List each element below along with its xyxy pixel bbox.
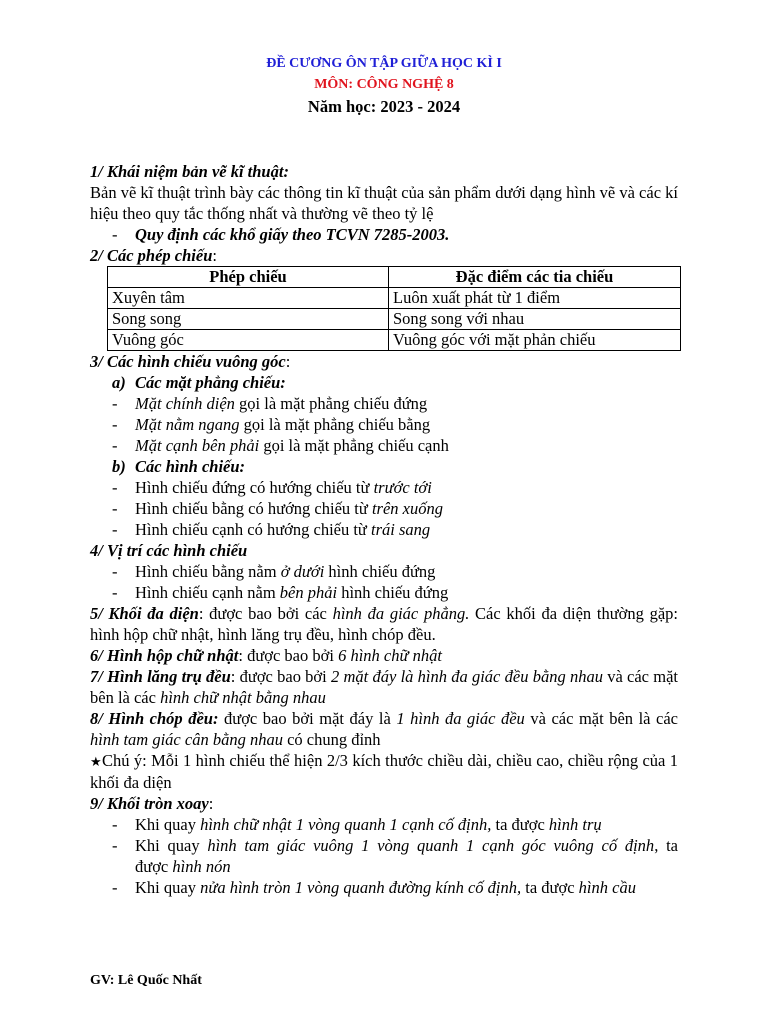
school-year: Năm học: 2023 - 2024: [307, 97, 461, 116]
item-text: gọi là mặt phẳng chiếu bằng: [239, 415, 431, 434]
item-text: gọi là mặt phẳng chiếu cạnh: [259, 436, 449, 455]
section-9-heading: 9/ Khối tròn xoay: [90, 794, 209, 813]
section-3-heading-line: [90, 351, 678, 372]
section-7-heading: 7/ Hình lăng trụ đều: [90, 667, 231, 686]
emphasis: Mặt cạnh bên phải: [135, 436, 260, 455]
note: [90, 750, 678, 793]
section-7: [90, 666, 678, 708]
section-5-heading: 5/ Khối đa diện: [90, 604, 199, 623]
section-text: và các mặt bên là các: [524, 709, 678, 728]
heading-colon: :: [285, 352, 291, 371]
section-text: được bao bởi mặt đáy là: [218, 709, 397, 728]
table-row: [108, 288, 681, 309]
heading-colon: :: [212, 246, 217, 265]
emphasis: trước tới: [373, 478, 432, 497]
emphasis: hình cầu: [578, 878, 636, 897]
dash-marker: -: [112, 436, 118, 455]
dash-marker: -: [112, 225, 118, 244]
emphasis: trên xuống: [371, 499, 443, 518]
section-2-heading: 2/ Các phép chiếu: [90, 246, 213, 265]
item-text: Hình chiếu cạnh nằm: [135, 583, 280, 602]
table-cell: Xuyên tâm: [108, 288, 389, 309]
table-cell: Luôn xuất phát từ 1 điểm: [389, 288, 681, 309]
emphasis: 1 hình đa giác đều: [396, 709, 525, 728]
dash-marker: -: [112, 520, 118, 539]
dash-marker: -: [112, 878, 118, 897]
dash-marker: -: [112, 499, 118, 518]
section-2-heading-line: [90, 245, 678, 266]
section-text: : được bao bởi: [238, 646, 339, 665]
emphasis: Mặt chính diện: [135, 394, 235, 413]
teacher-name: GV: Lê Quốc Nhất: [90, 973, 202, 988]
emphasis: hình chữ nhật bằng nhau: [160, 688, 326, 707]
subsection-a: [90, 372, 678, 393]
list-item: [90, 877, 678, 898]
star-icon: ★: [90, 754, 102, 769]
table-header-cell: Phép chiếu: [108, 267, 389, 288]
dash-marker: -: [112, 478, 118, 497]
section-9-heading-line: [90, 793, 678, 814]
heading-colon: :: [208, 794, 214, 813]
list-marker: b): [112, 457, 126, 476]
list-item: [90, 393, 678, 414]
table-cell: Song song: [108, 309, 389, 330]
subject-title: MÔN: CÔNG NGHỆ 8: [314, 77, 454, 92]
item-text: Khi quay: [135, 878, 201, 897]
emphasis: hình đa giác phẳng.: [332, 604, 470, 623]
section-text: có chung đỉnh: [282, 730, 381, 749]
subsection-b-title: Các hình chiếu:: [135, 457, 246, 476]
item-text: Khi quay: [135, 836, 208, 855]
table-header-row: [108, 267, 681, 288]
dash-marker: -: [112, 583, 118, 602]
section-text: Các khối đa diện thường gặp: hình hộp chữ nhật, hình lăng trụ đều, hình chóp đều.: [90, 604, 678, 644]
item-text: Hình chiếu bằng có hướng chiếu từ: [135, 499, 372, 518]
item-text: ta được: [491, 815, 549, 834]
section-1-heading: 1/ Khái niệm bản vẽ kĩ thuật:: [90, 162, 289, 181]
item-text: gọi là mặt phẳng chiếu đứng: [234, 394, 428, 413]
list-item: [90, 519, 678, 540]
item-text: Hình chiếu bằng nằm: [135, 562, 281, 581]
subsection-a-title: Các mặt phẳng chiếu:: [135, 373, 286, 392]
table-cell: Vuông góc với mặt phản chiếu: [389, 330, 681, 351]
paper-size-rule: Quy định các khổ giấy theo TCVN 7285-2003.: [135, 225, 450, 244]
emphasis: hình tam giác cân bằng nhau: [90, 730, 283, 749]
emphasis: ở dưới: [280, 562, 325, 581]
list-item: [90, 414, 678, 435]
section-text: và các mặt bên là các: [90, 667, 678, 707]
dash-marker: -: [112, 394, 118, 413]
emphasis: hình chữ nhật 1 vòng quanh 1 cạnh cố định,: [200, 815, 492, 834]
section-5: [90, 603, 678, 645]
section-6-heading: 6/ Hình hộp chữ nhật: [90, 646, 239, 665]
list-item: [90, 477, 678, 498]
list-item: [90, 814, 678, 835]
document-title: ĐỀ CƯƠNG ÔN TẬP GIỮA HỌC KÌ I: [266, 56, 502, 71]
item-text: được: [135, 857, 173, 876]
item-text: Khi quay: [135, 815, 201, 834]
section-1-body: Bản vẽ kĩ thuật trình bày các thông tin kĩ thuật của sản phẩm dưới dạng hình vẽ và các kí hiệu theo quy tắc thống nhất và thường vẽ theo tỷ lệ: [90, 183, 678, 223]
projection-table: [107, 266, 681, 351]
list-marker: a): [112, 373, 126, 392]
section-4-heading: 4/ Vị trí các hình chiếu: [90, 541, 248, 560]
section-6: [90, 645, 678, 666]
section-3-heading: 3/ Các hình chiếu vuông góc: [90, 352, 286, 371]
emphasis: hình nón: [172, 857, 231, 876]
emphasis: hình trụ: [548, 815, 602, 834]
dash-marker: -: [112, 415, 118, 434]
item-text: hình chiếu đứng: [337, 583, 449, 602]
list-item: [90, 561, 678, 582]
list-item: [90, 435, 678, 456]
table-row: [108, 330, 681, 351]
emphasis: hình tam giác vuông 1 vòng quanh 1 cạnh góc vuông cố định: [207, 836, 655, 855]
table-row: [108, 309, 681, 330]
emphasis: Mặt nằm ngang: [135, 415, 240, 434]
emphasis: bên phải: [279, 583, 338, 602]
section-text: : được bao bởi các: [198, 604, 333, 623]
section-8: [90, 708, 678, 750]
table-cell: Song song với nhau: [389, 309, 681, 330]
document-body: [90, 161, 678, 898]
table-cell: Vuông góc: [108, 330, 389, 351]
dash-marker: -: [112, 836, 118, 855]
item-text: Hình chiếu cạnh có hướng chiếu từ: [135, 520, 372, 539]
section-8-heading: 8/ Hình chóp đều:: [90, 709, 219, 728]
table-header-cell: Đặc điểm các tia chiếu: [389, 267, 681, 288]
list-item: [90, 498, 678, 519]
emphasis: nửa hình tròn 1 vòng quanh đường kính cố định,: [200, 878, 522, 897]
list-item-continuation: [90, 856, 678, 877]
section-text: : được bao bởi: [230, 667, 331, 686]
item-text: Hình chiếu đứng có hướng chiếu từ: [135, 478, 374, 497]
emphasis: 6 hình chữ nhật: [338, 646, 442, 665]
dash-marker: -: [112, 562, 118, 581]
item-text: , ta: [654, 836, 678, 855]
list-item: [90, 582, 678, 603]
dash-marker: -: [112, 815, 118, 834]
emphasis: 2 mặt đáy là hình đa giác đều bằng nhau: [331, 667, 603, 686]
item-text: ta được: [521, 878, 579, 897]
item-text: hình chiếu đứng: [324, 562, 436, 581]
emphasis: trái sang: [371, 520, 431, 539]
note-text: Chú ý: Mỗi 1 hình chiếu thể hiện 2/3 kích thước chiều dài, chiều cao, chiều rộng của 1 khối đa diện: [90, 751, 679, 792]
section-1-bullet: [90, 224, 678, 245]
list-item: [90, 835, 678, 856]
subsection-b: [90, 456, 678, 477]
